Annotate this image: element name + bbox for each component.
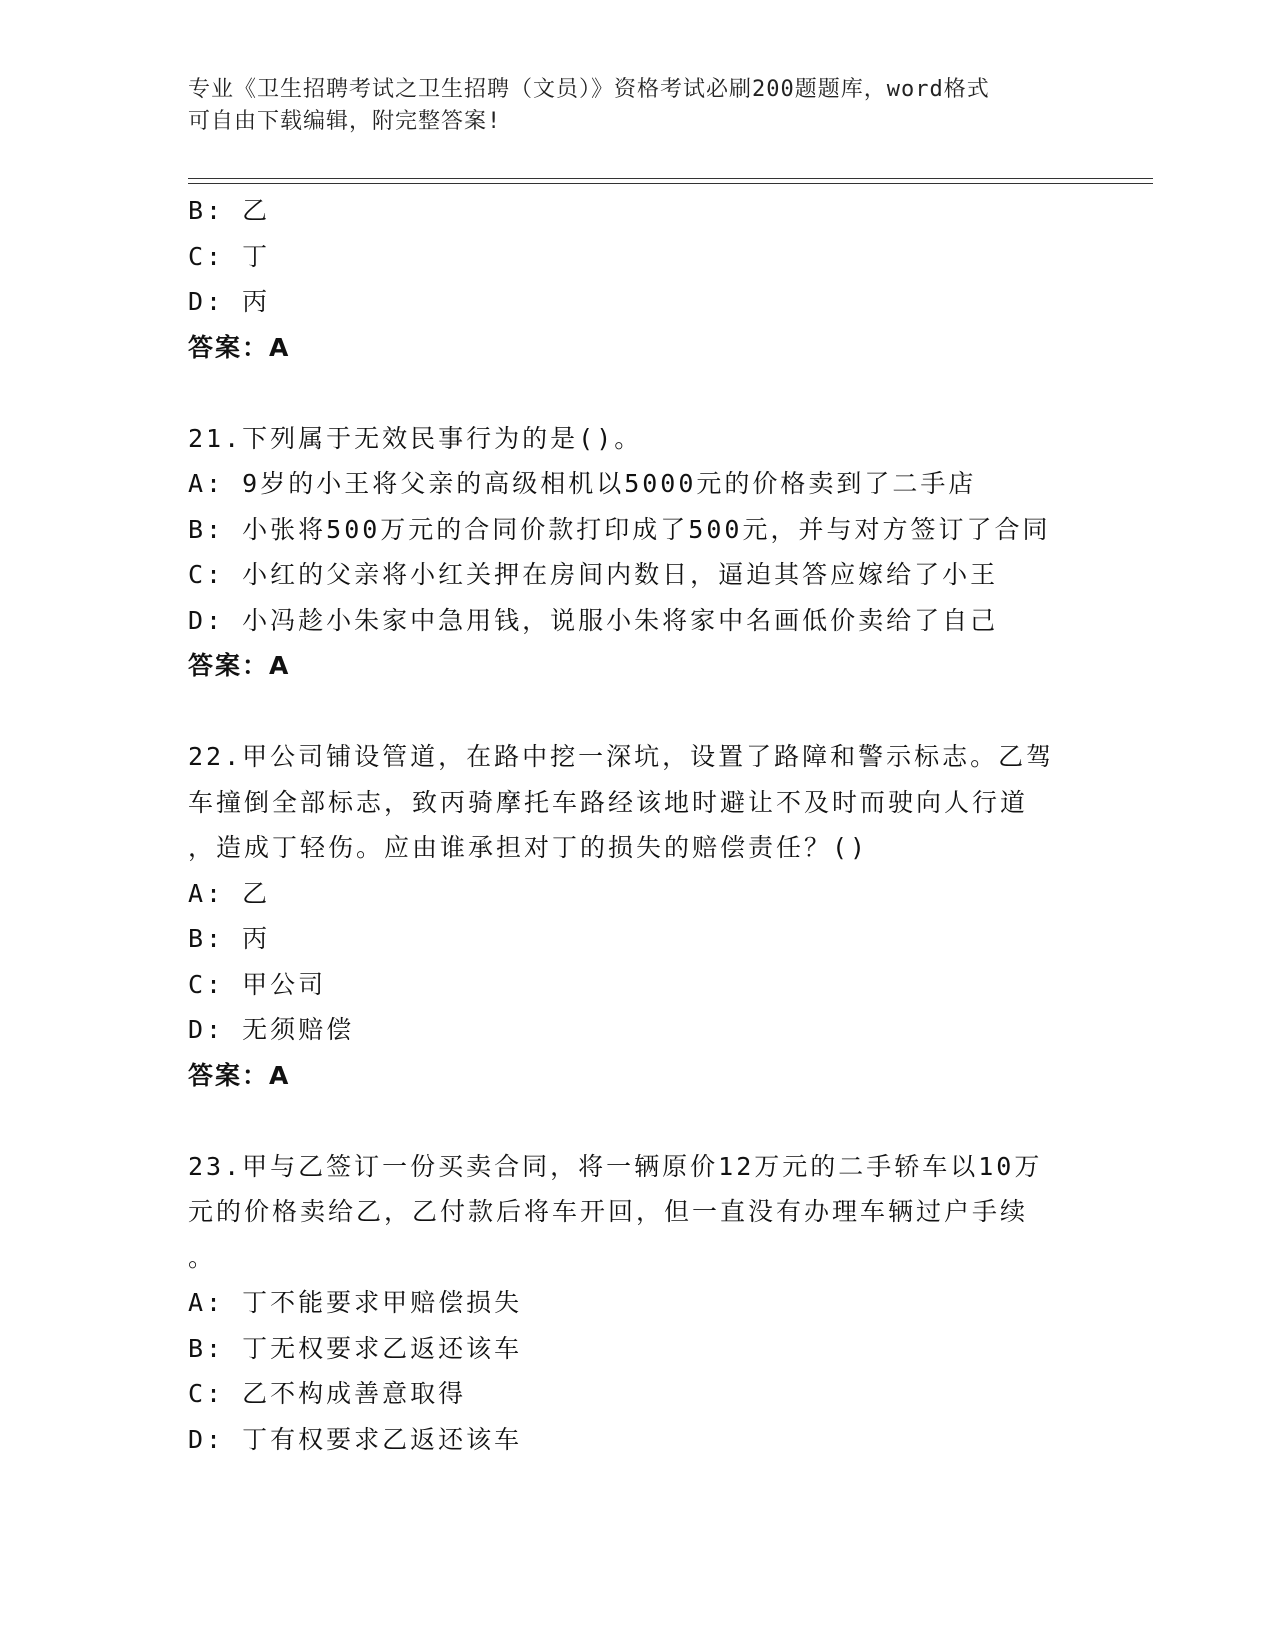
option-d: D: 丁有权要求乙返还该车 (188, 1424, 523, 1454)
header-divider-bottom (188, 183, 1153, 184)
prev-question-block (188, 188, 1118, 370)
answer-line: 答案：A (188, 332, 291, 362)
option-b: B: 丙 (188, 924, 271, 953)
option-c: C: 丁 (188, 241, 271, 271)
question-stem-line: 23.甲与乙签订一份买卖合同，将一辆原价12万元的二手轿车以10万 (188, 1151, 1043, 1181)
option-a: A: 9岁的小王将父亲的高级相机以5000元的价格卖到了二手店 (188, 469, 977, 498)
spacer (188, 370, 1118, 416)
option-b: B: 小张将500万元的合同价款打印成了500元，并与对方签订了合同 (188, 514, 1051, 544)
option-c: C: 小红的父亲将小红关押在房间内数日，逼迫其答应嫁给了小王 (188, 560, 999, 589)
option-a: A: 乙 (188, 878, 271, 908)
header-line-1: 专业《卫生招聘考试之卫生招聘（文员）》资格考试必刷200题题库，word格式 (188, 77, 990, 102)
question-stem: 21.下列属于无效民事行为的是()。 (188, 423, 643, 453)
option-b: B: 丁无权要求乙返还该车 (188, 1333, 523, 1363)
question-22 (188, 734, 1118, 1098)
question-stem-line: 元的价格卖给乙，乙付款后将车开回，但一直没有办理车辆过户手续 (188, 1197, 1029, 1226)
document-header (188, 74, 1068, 138)
question-stem-line: 22.甲公司铺设管道，在路中挖一深坑，设置了路障和警示标志。乙驾 (188, 742, 1055, 771)
question-stem-line: ，造成丁轻伤。应由谁承担对丁的损失的赔偿责任？() (188, 833, 869, 862)
option-d: D: 小冯趁小朱家中急用钱，说服小朱将家中名画低价卖给了自己 (188, 605, 999, 635)
option-c: C: 甲公司 (188, 969, 327, 999)
question-stem-line: 。 (188, 1242, 217, 1272)
question-23 (188, 1144, 1118, 1463)
option-d: D: 丙 (188, 287, 271, 316)
question-stem-line: 车撞倒全部标志，致丙骑摩托车路经该地时避让不及时而驶向人行道 (188, 787, 1029, 817)
answer-line: 答案：A (188, 651, 291, 680)
option-b: B: 乙 (188, 196, 271, 225)
spacer (188, 689, 1118, 735)
option-d: D: 无须赔偿 (188, 1015, 355, 1044)
header-divider-top (188, 178, 1153, 179)
answer-line: 答案：A (188, 1060, 291, 1090)
option-a: A: 丁不能要求甲赔偿损失 (188, 1288, 523, 1317)
question-21 (188, 416, 1118, 689)
spacer (188, 1098, 1118, 1144)
option-c: C: 乙不构成善意取得 (188, 1379, 467, 1408)
header-line-2: 可自由下载编辑，附完整答案! (188, 109, 502, 134)
question-body (188, 188, 1118, 1462)
